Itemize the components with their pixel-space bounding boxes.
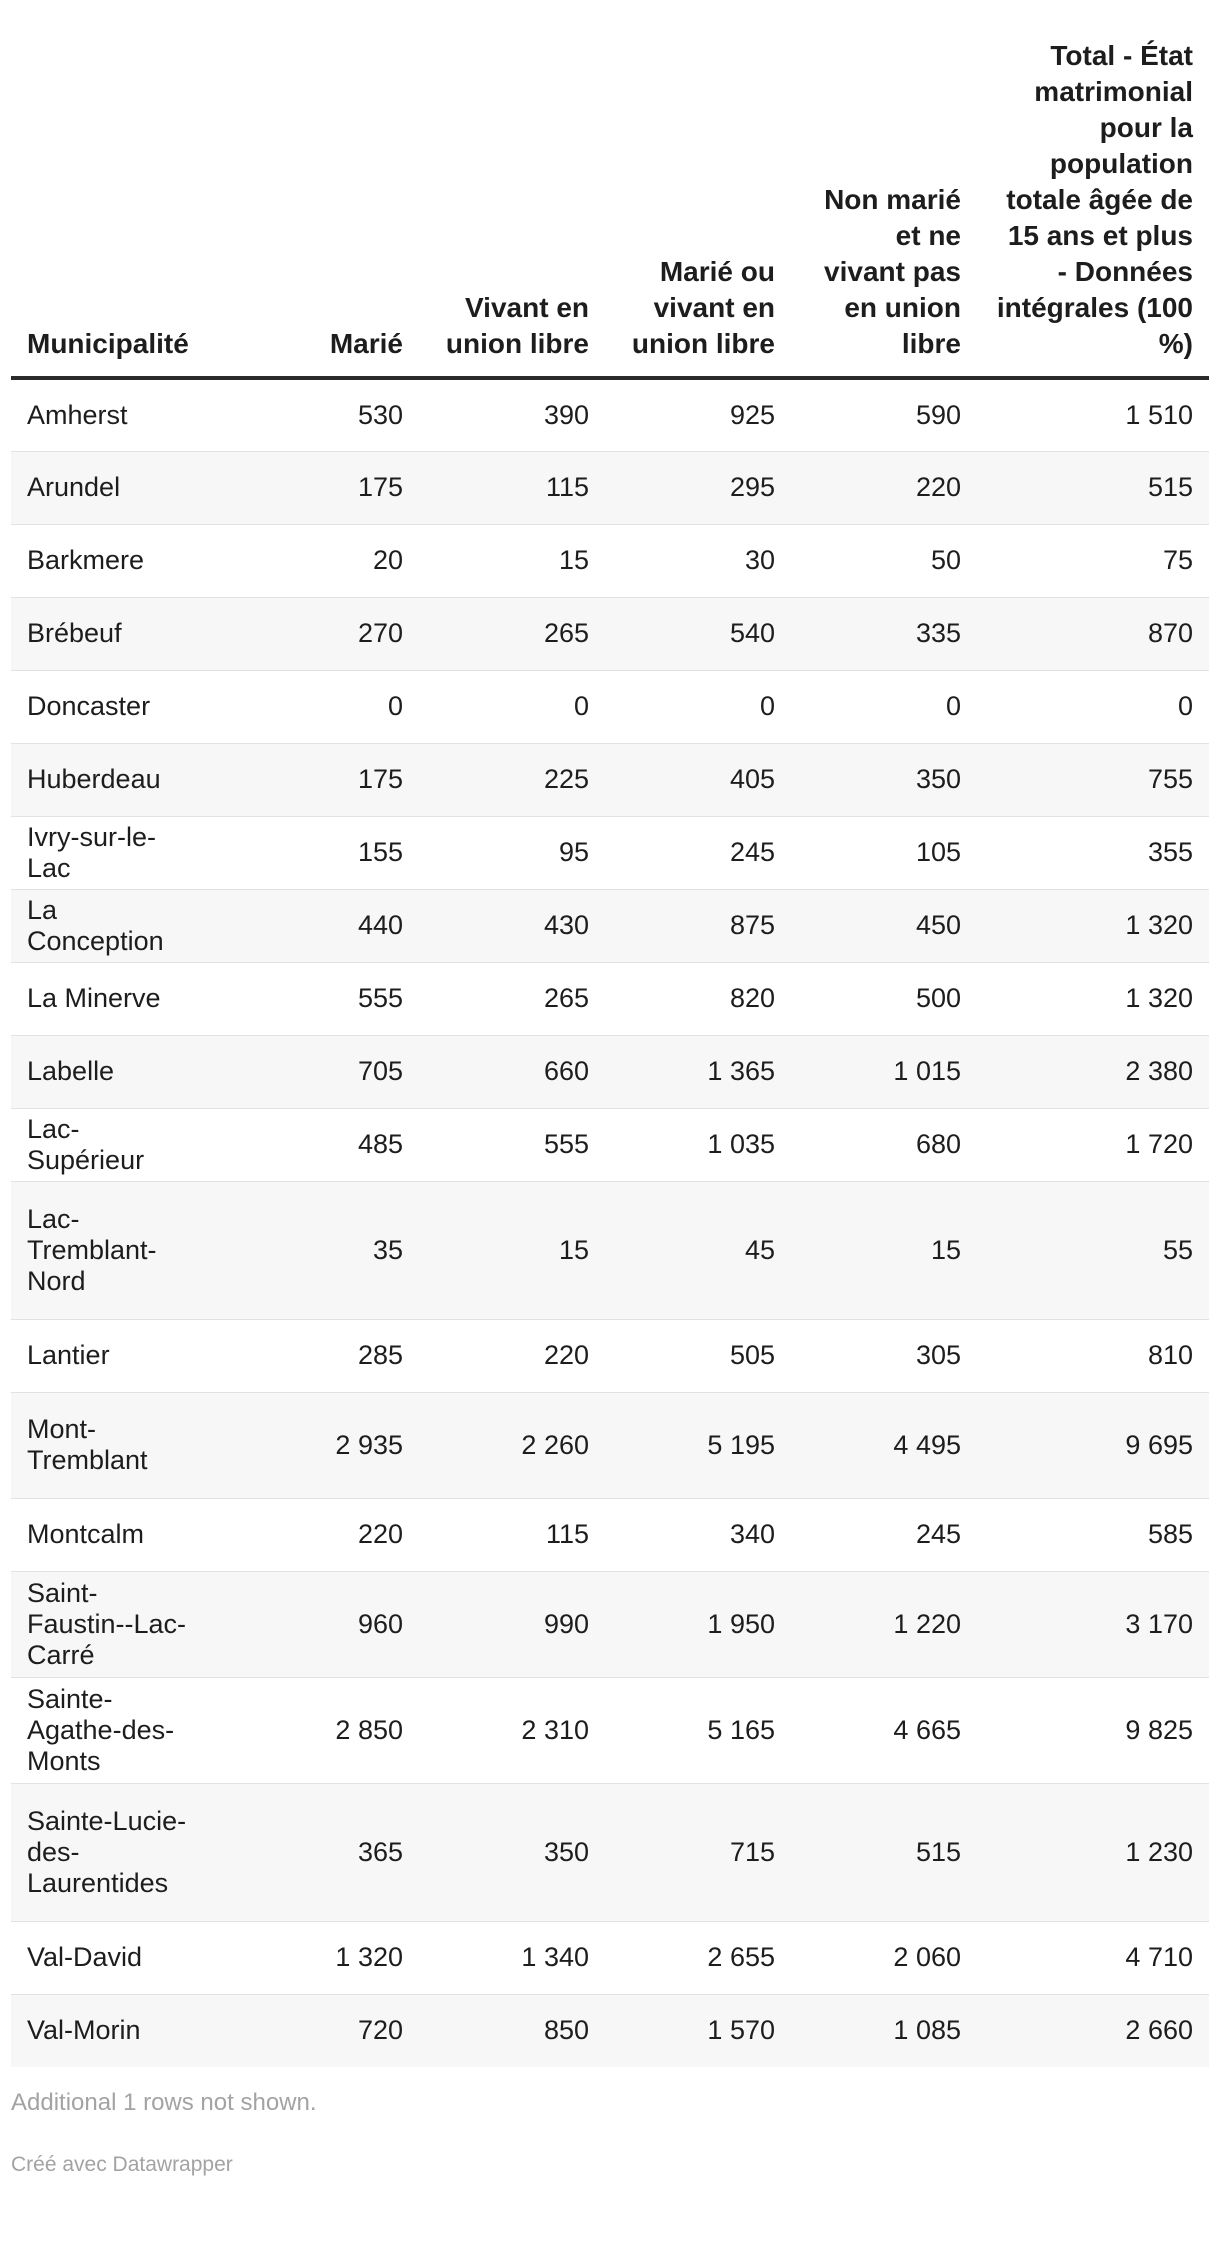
column-header-marie-ou-vivant[interactable]: Marié ou vivant en union libre — [605, 38, 791, 378]
cell-municipalite: Lac-Tremblant-Nord — [11, 1181, 209, 1319]
table-row — [11, 451, 1209, 524]
table-cell: 0 — [419, 670, 605, 743]
table-cell: 450 — [791, 889, 977, 962]
table-row — [11, 1392, 1209, 1498]
table-cell: 115 — [419, 1498, 605, 1571]
table-cell: 270 — [209, 597, 419, 670]
table-cell: 335 — [791, 597, 977, 670]
table-cell: 340 — [605, 1498, 791, 1571]
table-cell: 30 — [605, 524, 791, 597]
table-cell: 515 — [791, 1783, 977, 1921]
cell-municipalite: Huberdeau — [11, 743, 209, 816]
table-cell: 540 — [605, 597, 791, 670]
table-row — [11, 1783, 1209, 1921]
table-cell: 515 — [977, 451, 1209, 524]
column-header-vivant-union-libre[interactable]: Vivant en union libre — [419, 38, 605, 378]
table-row — [11, 378, 1209, 451]
table-cell: 9 695 — [977, 1392, 1209, 1498]
cell-municipalite: Val-David — [11, 1921, 209, 1994]
table-row — [11, 1035, 1209, 1108]
cell-municipalite: Saint-Faustin--Lac-Carré — [11, 1571, 209, 1677]
table-cell: 875 — [605, 889, 791, 962]
cell-municipalite: Sainte-Lucie-des-Laurentides — [11, 1783, 209, 1921]
cell-municipalite: Ivry-sur-le-Lac — [11, 816, 209, 889]
table-row — [11, 1921, 1209, 1994]
table-cell: 220 — [791, 451, 977, 524]
table-cell: 0 — [791, 670, 977, 743]
table-cell: 2 380 — [977, 1035, 1209, 1108]
table-cell: 5 195 — [605, 1392, 791, 1498]
table-cell: 1 720 — [977, 1108, 1209, 1181]
table-cell: 680 — [791, 1108, 977, 1181]
data-table — [11, 38, 1209, 2067]
table-cell: 2 310 — [419, 1677, 605, 1783]
table-row — [11, 1571, 1209, 1677]
table-cell: 295 — [605, 451, 791, 524]
header-row — [11, 38, 1209, 378]
table-cell: 660 — [419, 1035, 605, 1108]
table-cell: 245 — [791, 1498, 977, 1571]
table-cell: 1 365 — [605, 1035, 791, 1108]
table-cell: 1 340 — [419, 1921, 605, 1994]
table-cell: 705 — [209, 1035, 419, 1108]
table-cell: 990 — [419, 1571, 605, 1677]
table-cell: 715 — [605, 1783, 791, 1921]
table-cell: 355 — [977, 816, 1209, 889]
table-cell: 365 — [209, 1783, 419, 1921]
cell-municipalite: Lantier — [11, 1319, 209, 1392]
table-cell: 350 — [791, 743, 977, 816]
table-cell: 350 — [419, 1783, 605, 1921]
table-row — [11, 1677, 1209, 1783]
table-cell: 4 665 — [791, 1677, 977, 1783]
table-body — [11, 378, 1209, 2067]
table-cell: 1 035 — [605, 1108, 791, 1181]
cell-municipalite: Sainte-Agathe-des-Monts — [11, 1677, 209, 1783]
credit-text: Créé avec Datawrapper — [11, 2153, 233, 2176]
table-cell: 50 — [791, 524, 977, 597]
table-cell: 15 — [419, 1181, 605, 1319]
cell-municipalite: La Minerve — [11, 962, 209, 1035]
table-cell: 115 — [419, 451, 605, 524]
table-cell: 810 — [977, 1319, 1209, 1392]
table-row — [11, 962, 1209, 1035]
table-row — [11, 743, 1209, 816]
table-cell: 225 — [419, 743, 605, 816]
table-cell: 0 — [209, 670, 419, 743]
table-cell: 2 060 — [791, 1921, 977, 1994]
table-cell: 2 660 — [977, 1994, 1209, 2067]
table-cell: 390 — [419, 378, 605, 451]
table-cell: 95 — [419, 816, 605, 889]
table-cell: 4 710 — [977, 1921, 1209, 1994]
cell-municipalite: Brébeuf — [11, 597, 209, 670]
table-cell: 485 — [209, 1108, 419, 1181]
table-row — [11, 889, 1209, 962]
table-row — [11, 1498, 1209, 1571]
table-cell: 960 — [209, 1571, 419, 1677]
table-cell: 530 — [209, 378, 419, 451]
table-cell: 15 — [419, 524, 605, 597]
table-cell: 0 — [977, 670, 1209, 743]
table-cell: 55 — [977, 1181, 1209, 1319]
table-cell: 2 260 — [419, 1392, 605, 1498]
table-cell: 590 — [791, 378, 977, 451]
table-cell: 265 — [419, 962, 605, 1035]
cell-municipalite: Amherst — [11, 378, 209, 451]
column-header-non-marie[interactable]: Non marié et ne vivant pas en union libre — [791, 38, 977, 378]
table-cell: 1 220 — [791, 1571, 977, 1677]
cell-municipalite: La Conception — [11, 889, 209, 962]
table-cell: 265 — [419, 597, 605, 670]
table-cell: 3 170 — [977, 1571, 1209, 1677]
table-cell: 2 935 — [209, 1392, 419, 1498]
table-cell: 555 — [209, 962, 419, 1035]
table-row — [11, 1108, 1209, 1181]
table-cell: 1 230 — [977, 1783, 1209, 1921]
table-row — [11, 816, 1209, 889]
table-cell: 175 — [209, 743, 419, 816]
cell-municipalite: Labelle — [11, 1035, 209, 1108]
table-cell: 430 — [419, 889, 605, 962]
table-row — [11, 1181, 1209, 1319]
table-cell: 585 — [977, 1498, 1209, 1571]
table-cell: 220 — [419, 1319, 605, 1392]
table-cell: 9 825 — [977, 1677, 1209, 1783]
cell-municipalite: Doncaster — [11, 670, 209, 743]
cell-municipalite: Montcalm — [11, 1498, 209, 1571]
table-cell: 2 850 — [209, 1677, 419, 1783]
table-cell: 755 — [977, 743, 1209, 816]
table-cell: 35 — [209, 1181, 419, 1319]
column-header-marie[interactable]: Marié — [209, 38, 419, 378]
rows-not-shown-note: Additional 1 rows not shown. — [11, 2089, 317, 2116]
table-row — [11, 524, 1209, 597]
table-cell: 285 — [209, 1319, 419, 1392]
column-header-municipalite[interactable]: Municipalité — [11, 38, 209, 378]
table-cell: 820 — [605, 962, 791, 1035]
table-cell: 850 — [419, 1994, 605, 2067]
table-row — [11, 670, 1209, 743]
cell-municipalite: Mont-Tremblant — [11, 1392, 209, 1498]
table-cell: 1 570 — [605, 1994, 791, 2067]
table-cell: 45 — [605, 1181, 791, 1319]
table-cell: 220 — [209, 1498, 419, 1571]
cell-municipalite: Arundel — [11, 451, 209, 524]
cell-municipalite: Val-Morin — [11, 1994, 209, 2067]
table-cell: 505 — [605, 1319, 791, 1392]
table-cell: 1 950 — [605, 1571, 791, 1677]
table-cell: 155 — [209, 816, 419, 889]
table-cell: 105 — [791, 816, 977, 889]
table-cell: 1 320 — [977, 889, 1209, 962]
table-cell: 15 — [791, 1181, 977, 1319]
table-cell: 0 — [605, 670, 791, 743]
table-cell: 870 — [977, 597, 1209, 670]
table-row — [11, 1319, 1209, 1392]
table-row — [11, 1994, 1209, 2067]
table-cell: 2 655 — [605, 1921, 791, 1994]
column-header-total[interactable]: Total - État matrimonial pour la population totale âgée de 15 ans et plus - Données intégrales (100 %) — [977, 38, 1209, 378]
cell-municipalite: Barkmere — [11, 524, 209, 597]
table-cell: 245 — [605, 816, 791, 889]
table-cell: 75 — [977, 524, 1209, 597]
table-cell: 1 510 — [977, 378, 1209, 451]
table-cell: 305 — [791, 1319, 977, 1392]
table-row — [11, 597, 1209, 670]
table-cell: 555 — [419, 1108, 605, 1181]
table-cell: 20 — [209, 524, 419, 597]
table-cell: 925 — [605, 378, 791, 451]
table-cell: 4 495 — [791, 1392, 977, 1498]
table-cell: 440 — [209, 889, 419, 962]
table-cell: 1 015 — [791, 1035, 977, 1108]
table-cell: 5 165 — [605, 1677, 791, 1783]
table-cell: 1 085 — [791, 1994, 977, 2067]
cell-municipalite: Lac-Supérieur — [11, 1108, 209, 1181]
table-cell: 175 — [209, 451, 419, 524]
table-cell: 720 — [209, 1994, 419, 2067]
table-cell: 1 320 — [977, 962, 1209, 1035]
table-cell: 500 — [791, 962, 977, 1035]
table-cell: 405 — [605, 743, 791, 816]
table-cell: 1 320 — [209, 1921, 419, 1994]
